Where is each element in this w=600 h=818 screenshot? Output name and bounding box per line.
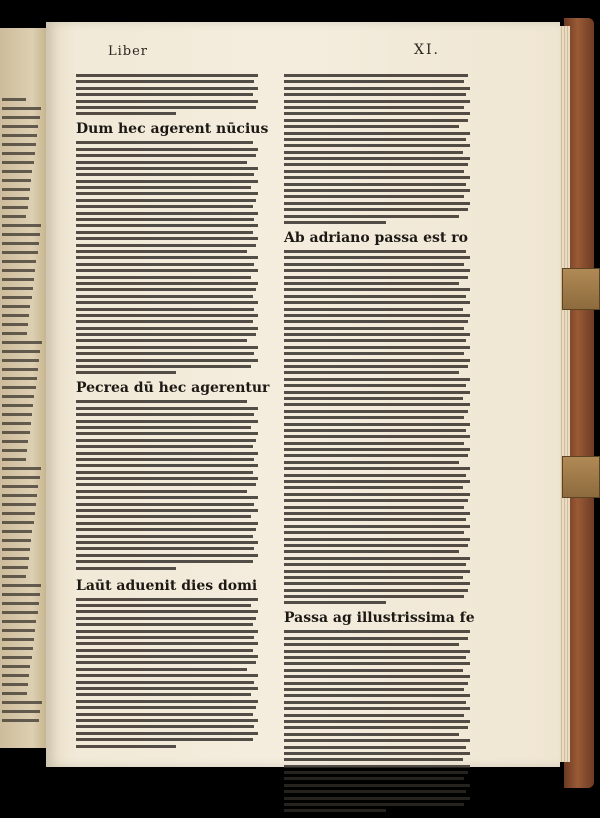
text-line (284, 208, 468, 211)
previous-page-line (2, 512, 35, 515)
text-line (76, 269, 258, 272)
previous-page-line (2, 575, 26, 578)
text-line (284, 467, 470, 470)
text-line (76, 483, 256, 486)
text-line (284, 480, 470, 483)
text-line (284, 397, 463, 400)
previous-page-line (2, 296, 32, 299)
text-line (284, 215, 459, 218)
text-line (284, 416, 464, 419)
text-line (76, 560, 253, 563)
text-line (284, 403, 470, 406)
left-text-column (76, 74, 270, 754)
text-line (284, 276, 468, 279)
text-line (76, 490, 247, 493)
text-line (284, 694, 470, 697)
previous-page-line (2, 368, 38, 371)
previous-page-text (2, 98, 42, 728)
text-line (76, 623, 253, 626)
text-block (76, 400, 258, 569)
text-line (76, 199, 256, 202)
text-line (284, 784, 470, 787)
text-line (76, 617, 256, 620)
text-line (76, 445, 253, 448)
text-line (284, 570, 470, 573)
previous-page-line (2, 665, 30, 668)
text-line (76, 276, 251, 279)
text-line (284, 74, 468, 77)
text-line (284, 80, 464, 83)
text-line (284, 630, 470, 633)
previous-page-line (2, 161, 34, 164)
text-line (284, 119, 468, 122)
running-header: Liber (108, 44, 149, 59)
text-line (76, 700, 258, 703)
previous-page-line (2, 629, 35, 632)
text-line (284, 803, 464, 806)
text-line (284, 371, 459, 374)
text-line (284, 333, 470, 336)
previous-page-line (2, 440, 28, 443)
text-line (284, 339, 466, 342)
text-line (76, 567, 176, 570)
text-line (284, 656, 466, 659)
text-line (284, 365, 468, 368)
previous-page-line (2, 170, 32, 173)
text-line (284, 308, 463, 311)
text-line (284, 550, 459, 553)
text-line (284, 506, 464, 509)
text-line (284, 138, 466, 141)
previous-page-line (2, 467, 41, 470)
text-line (284, 132, 470, 135)
text-line (76, 263, 254, 266)
text-line (284, 282, 459, 285)
text-line (284, 125, 459, 128)
text-line (76, 320, 253, 323)
text-line (284, 595, 464, 598)
text-line (284, 221, 386, 224)
text-line (76, 244, 256, 247)
text-line (76, 400, 247, 403)
text-line (76, 231, 253, 234)
previous-page-line (2, 314, 29, 317)
text-line (76, 496, 258, 499)
section-heading: Laūt aduenit dies domi (76, 577, 258, 594)
text-line (284, 512, 470, 515)
previous-page-line (2, 413, 32, 416)
text-line (76, 528, 256, 531)
text-line (76, 167, 258, 170)
previous-page-line (2, 485, 38, 488)
text-line (76, 100, 258, 103)
previous-page-line (2, 422, 31, 425)
text-line (284, 746, 466, 749)
text-line (284, 327, 464, 330)
text-line (284, 202, 470, 205)
text-line (76, 352, 254, 355)
text-line (76, 308, 254, 311)
text-line (76, 148, 258, 151)
text-line (284, 256, 470, 259)
text-line (76, 509, 258, 512)
text-line (76, 515, 251, 518)
text-line (284, 391, 470, 394)
previous-page-line (2, 494, 37, 497)
previous-page-line (2, 359, 39, 362)
text-line (76, 522, 258, 525)
text-line (76, 413, 254, 416)
previous-page-line (2, 557, 29, 560)
text-line (284, 758, 463, 761)
text-line (76, 642, 258, 645)
text-line (76, 426, 251, 429)
text-line (76, 161, 247, 164)
text-line (284, 688, 464, 691)
text-line (284, 563, 466, 566)
previous-page-line (2, 125, 38, 128)
text-line (284, 189, 470, 192)
text-line (284, 346, 470, 349)
previous-page-line (2, 710, 40, 713)
section-heading: Dum hec agerent nūcius (76, 121, 269, 138)
right-text-column (284, 74, 475, 818)
previous-page-line (2, 602, 39, 605)
text-line (76, 738, 253, 741)
section-heading: Ab adriano passa est ro (284, 229, 468, 246)
text-line (76, 420, 258, 423)
text-line (76, 547, 254, 550)
text-line (284, 714, 464, 717)
text-line (76, 180, 258, 183)
text-line (76, 87, 258, 90)
text-line (284, 771, 468, 774)
text-line (284, 486, 463, 489)
previous-page-line (2, 305, 30, 308)
text-line (284, 295, 466, 298)
previous-page-line (2, 197, 29, 200)
text-line (76, 681, 254, 684)
text-line (284, 669, 463, 672)
text-line (76, 80, 254, 83)
previous-page-line (2, 593, 40, 596)
text-block (284, 630, 470, 812)
previous-page-line (2, 719, 39, 722)
previous-page-line (2, 179, 31, 182)
text-line (284, 557, 470, 560)
text-line (76, 186, 251, 189)
previous-page-line (2, 377, 37, 380)
previous-page-line (2, 116, 40, 119)
text-line (284, 525, 470, 528)
text-line (76, 93, 253, 96)
text-line (284, 601, 386, 604)
text-line (76, 598, 258, 601)
previous-page-line (2, 476, 40, 479)
previous-page-line (2, 260, 36, 263)
text-line (76, 192, 258, 195)
text-line (284, 739, 470, 742)
previous-page-line (2, 332, 27, 335)
previous-page-line (2, 620, 36, 623)
text-line (76, 301, 258, 304)
text-line (76, 371, 176, 374)
text-line (76, 339, 247, 342)
text-line (284, 589, 468, 592)
text-line (284, 87, 470, 90)
text-line (284, 454, 468, 457)
section-heading: Pecrea dū hec agerentur (76, 380, 270, 397)
previous-page-line (2, 521, 34, 524)
text-line (284, 726, 468, 729)
text-line (284, 765, 470, 768)
text-line (284, 112, 470, 115)
text-line (76, 288, 256, 291)
previous-page-line (2, 386, 36, 389)
text-line (76, 112, 176, 115)
text-line (284, 170, 464, 173)
text-line (76, 327, 258, 330)
text-line (76, 106, 256, 109)
previous-page-line (2, 242, 39, 245)
text-line (76, 535, 253, 538)
text-line (76, 719, 258, 722)
text-line (76, 636, 254, 639)
text-line (76, 630, 258, 633)
previous-page-line (2, 188, 30, 191)
text-line (76, 649, 253, 652)
previous-page-line (2, 404, 33, 407)
previous-page-line (2, 656, 32, 659)
text-line (284, 493, 470, 496)
text-line (284, 809, 386, 812)
text-line (76, 346, 258, 349)
text-line (284, 378, 470, 381)
text-line (284, 643, 459, 646)
text-line (76, 452, 258, 455)
text-line (284, 662, 470, 665)
previous-page-line (2, 503, 36, 506)
previous-page-line (2, 98, 26, 101)
text-line (284, 531, 464, 534)
text-line (284, 733, 459, 736)
text-line (284, 301, 470, 304)
text-line (76, 554, 258, 557)
text-line (284, 650, 470, 653)
text-line (76, 655, 258, 658)
previous-page-line (2, 395, 34, 398)
text-line (284, 429, 466, 432)
text-line (76, 458, 254, 461)
text-line (284, 637, 468, 640)
text-line (284, 163, 468, 166)
previous-page-line (2, 224, 41, 227)
text-line (284, 474, 466, 477)
previous-page-line (2, 107, 41, 110)
text-line (284, 752, 470, 755)
previous-page-line (2, 548, 30, 551)
text-line (284, 320, 468, 323)
previous-page-line (2, 674, 29, 677)
text-line (76, 205, 253, 208)
folio-number: XI. (414, 42, 440, 58)
text-block (76, 74, 258, 115)
text-line (76, 674, 258, 677)
previous-page-line (2, 287, 33, 290)
previous-page-line (2, 278, 34, 281)
previous-page-line (2, 692, 27, 695)
text-line (76, 224, 258, 227)
text-line (76, 333, 256, 336)
text-block (284, 250, 470, 604)
text-line (76, 477, 258, 480)
previous-page-line (2, 143, 36, 146)
previous-page-line (2, 152, 35, 155)
text-line (284, 499, 468, 502)
previous-page-line (2, 611, 38, 614)
text-line (284, 269, 470, 272)
previous-page-line (2, 251, 38, 254)
text-line (284, 151, 463, 154)
text-line (284, 448, 470, 451)
previous-page-edge (0, 28, 46, 748)
text-line (76, 295, 253, 298)
previous-page-line (2, 701, 42, 704)
text-line (284, 93, 466, 96)
text-line (76, 256, 258, 259)
previous-page-line (2, 683, 28, 686)
previous-page-line (2, 350, 40, 353)
text-block (284, 74, 470, 224)
text-line (76, 359, 258, 362)
previous-page-line (2, 323, 28, 326)
text-line (284, 701, 466, 704)
text-line (76, 407, 258, 410)
previous-page-line (2, 215, 26, 218)
text-line (284, 288, 470, 291)
text-line (76, 432, 258, 435)
text-line (284, 777, 464, 780)
text-line (284, 461, 459, 464)
text-line (284, 100, 470, 103)
text-line (76, 464, 258, 467)
text-line (76, 154, 256, 157)
text-line (284, 195, 464, 198)
text-line (284, 176, 470, 179)
text-line (284, 435, 470, 438)
previous-page-line (2, 647, 33, 650)
text-line (76, 212, 258, 215)
text-line (284, 423, 470, 426)
lower-clasp (562, 456, 600, 498)
previous-page-line (2, 584, 41, 587)
text-line (284, 582, 470, 585)
text-line (284, 250, 466, 253)
text-line (76, 218, 254, 221)
previous-page-line (2, 206, 28, 209)
text-block (76, 598, 258, 748)
text-line (76, 439, 256, 442)
previous-page-line (2, 566, 28, 569)
text-line (284, 797, 470, 800)
text-line (76, 668, 247, 671)
text-line (284, 144, 470, 147)
text-line (76, 725, 254, 728)
previous-page-line (2, 530, 32, 533)
text-line (284, 538, 470, 541)
text-line (284, 263, 464, 266)
text-line (76, 237, 258, 240)
text-line (284, 359, 470, 362)
text-line (284, 442, 464, 445)
text-line (76, 610, 258, 613)
text-line (76, 713, 253, 716)
section-heading: Passa ag illustrissima fe (284, 610, 475, 627)
text-line (284, 183, 466, 186)
previous-page-line (2, 431, 30, 434)
previous-page-line (2, 638, 34, 641)
text-line (76, 141, 253, 144)
text-line (76, 706, 256, 709)
text-block (76, 141, 258, 374)
text-line (284, 675, 470, 678)
text-line (76, 693, 251, 696)
previous-page-line (2, 458, 26, 461)
text-line (284, 544, 468, 547)
text-line (76, 314, 258, 317)
previous-page-line (2, 341, 42, 344)
text-line (284, 518, 466, 521)
text-line (76, 250, 247, 253)
text-line (76, 471, 253, 474)
text-line (76, 604, 251, 607)
text-line (284, 314, 470, 317)
text-line (284, 410, 468, 413)
text-line (284, 384, 466, 387)
text-line (284, 106, 464, 109)
previous-page-line (2, 233, 40, 236)
text-line (284, 576, 463, 579)
text-line (284, 352, 464, 355)
text-line (284, 682, 468, 685)
text-line (284, 707, 470, 710)
text-line (76, 74, 258, 77)
text-line (76, 365, 251, 368)
text-line (76, 282, 258, 285)
text-line (284, 157, 470, 160)
text-line (284, 790, 466, 793)
previous-page-line (2, 134, 37, 137)
text-line (76, 732, 258, 735)
previous-page-line (2, 449, 27, 452)
text-line (284, 720, 470, 723)
text-line (76, 173, 254, 176)
text-line (76, 541, 258, 544)
upper-clasp (562, 268, 600, 310)
text-line (76, 687, 258, 690)
text-line (76, 745, 176, 748)
previous-page-line (2, 539, 31, 542)
text-line (76, 661, 256, 664)
previous-page-line (2, 269, 35, 272)
text-line (76, 503, 254, 506)
